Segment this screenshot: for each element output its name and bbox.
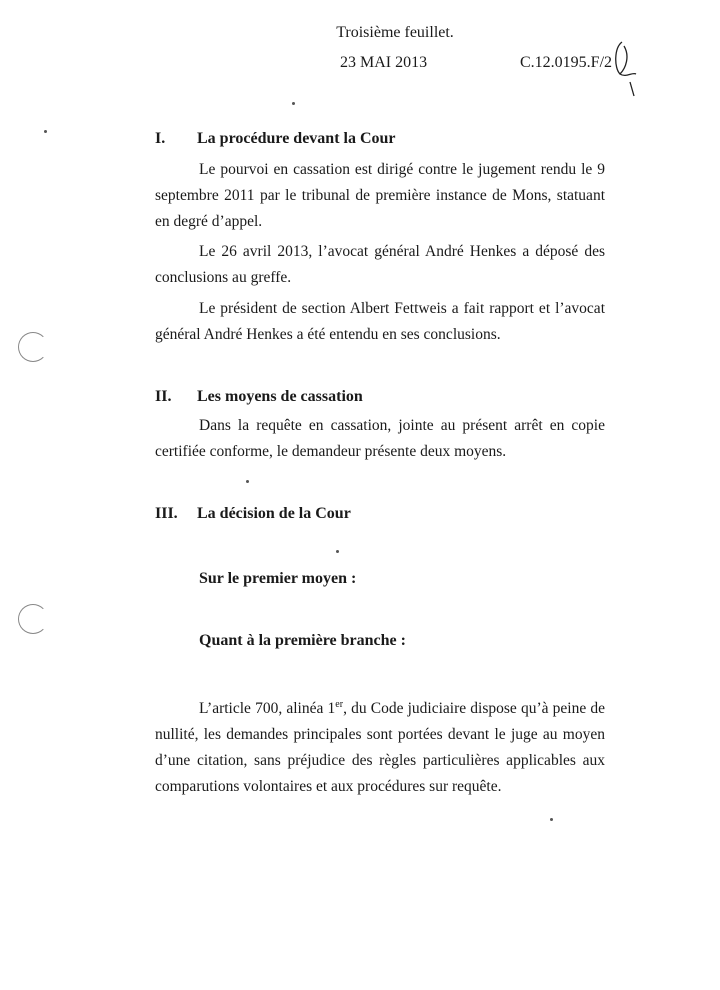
scan-speck xyxy=(550,818,553,821)
section-1-heading xyxy=(155,130,396,148)
section-1-number: I. xyxy=(155,130,166,147)
section-3-heading xyxy=(155,505,351,523)
section-3-number: III. xyxy=(155,505,178,522)
section-2-heading xyxy=(155,388,363,406)
section-2-title: Les moyens de cassation xyxy=(197,388,363,405)
subheading-first-means: Sur le premier moyen : xyxy=(199,570,357,587)
section-1-paragraph-1: Le pourvoi en cassation est dirigé contre le jugement rendu le 9 septembre 2011 par le tribunal de première instance de Mons, statuant en degré d’appel. xyxy=(155,161,605,230)
handwritten-initials xyxy=(600,38,640,98)
scan-speck xyxy=(246,480,249,483)
article-text-start: L’article 700, alinéa 1 xyxy=(199,700,336,718)
section-3-paragraph-1 xyxy=(155,692,605,800)
article-text-rest: , du Code judiciaire dispose qu’à peine de nullité, les demandes principales sont portées devant le juge au moyen d’une citation, sans préjudice des règles particulières applicables aux comparutions volontaires et aux procédures sur requête. xyxy=(155,700,606,796)
punch-hole-bottom xyxy=(18,604,48,634)
scan-speck xyxy=(336,550,339,553)
scan-speck xyxy=(292,102,295,105)
superscript-er: er xyxy=(335,699,344,710)
scan-speck xyxy=(44,130,47,133)
punch-hole-top xyxy=(18,332,48,362)
sheet-title: Troisième feuillet. xyxy=(336,24,454,41)
subheading-first-branch: Quant à la première branche : xyxy=(199,632,406,649)
section-2-number: II. xyxy=(155,388,172,405)
section-1-paragraph-3: Le président de section Albert Fettweis a fait rapport et l’avocat général André Henkes a été entendu en ses conclusions. xyxy=(155,300,605,343)
section-1-title: La procédure devant la Cour xyxy=(197,130,396,147)
section-3-title: La décision de la Cour xyxy=(197,505,351,522)
section-2-paragraph-1: Dans la requête en cassation, jointe au présent arrêt en copie certifiée conforme, le demandeur présente deux moyens. xyxy=(155,417,605,460)
header-date: 23 MAI 2013 xyxy=(340,54,428,71)
section-1-paragraph-2: Le 26 avril 2013, l’avocat général André Henkes a déposé des conclusions au greffe. xyxy=(155,243,605,286)
case-reference: C.12.0195.F/2 xyxy=(520,54,613,71)
